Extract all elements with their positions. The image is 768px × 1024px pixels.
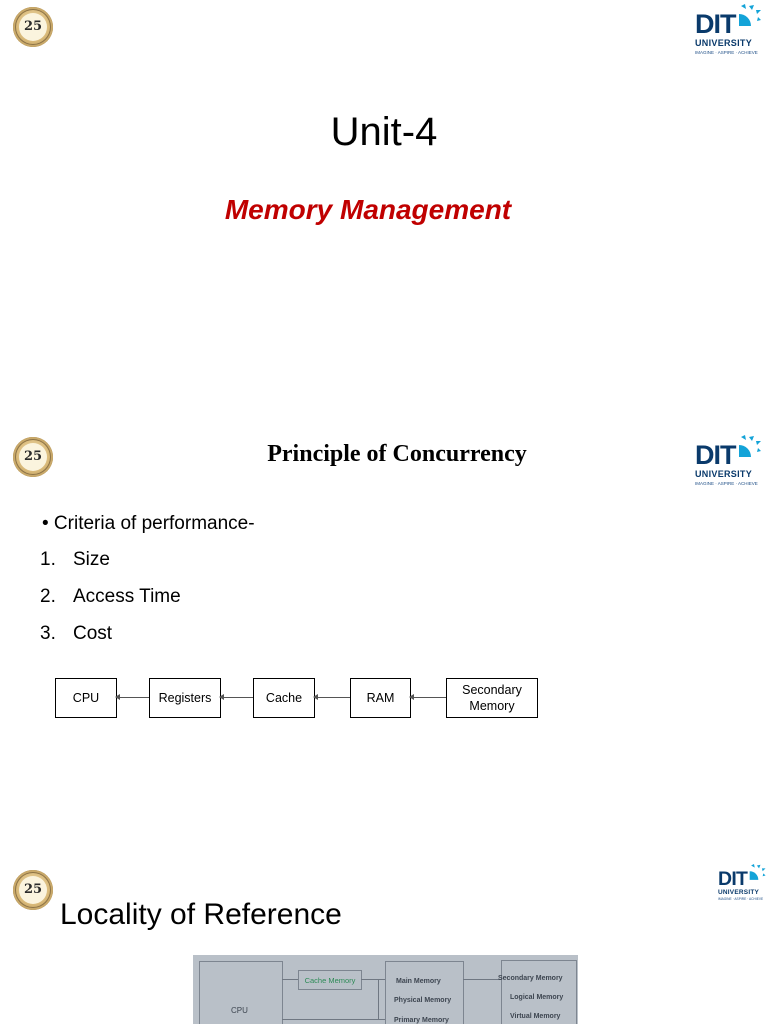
- slide-principle-of-concurrency: [0, 425, 768, 855]
- secondary-memory-box: Secondary Memory: [446, 678, 538, 718]
- photo-cpu-box: CPU: [199, 961, 283, 1024]
- 25-years-badge-icon: [13, 870, 53, 910]
- slide-subtitle: Memory Management: [224, 194, 512, 225]
- list-item: 2. Access Time: [40, 586, 181, 607]
- logo-tagline: IMAGINE · ASPIRE · ACHIEVE: [695, 481, 758, 486]
- list-item: 1. Size: [40, 549, 110, 570]
- photo-main-memory-box: Main Memory Physical Memory Primary Memory: [385, 961, 464, 1024]
- registers-box: Registers: [149, 678, 221, 718]
- arrow-to-cache: [314, 697, 350, 698]
- logo-university-text: UNIVERSITY: [695, 469, 753, 479]
- dit-university-logo: [695, 4, 767, 62]
- slide-title: Principle of Concurrency: [267, 441, 527, 467]
- slide-title: Unit-4: [330, 110, 438, 154]
- criteria-list: [40, 549, 181, 660]
- logo-dit-text: DIT: [695, 440, 736, 470]
- logo-university-text: UNIVERSITY: [718, 888, 760, 896]
- logo-university-text: UNIVERSITY: [695, 38, 753, 48]
- logo-dit-text: DIT: [695, 9, 736, 39]
- slide-title: Locality of Reference: [60, 898, 342, 931]
- memory-hierarchy-photo: [193, 955, 578, 1024]
- criteria-bullet: • Criteria of performance-: [42, 513, 255, 534]
- gear-icon: [737, 4, 761, 28]
- cpu-box: CPU: [55, 678, 117, 718]
- slide-locality-of-reference: [0, 860, 768, 1024]
- arrow-to-registers: [220, 697, 253, 698]
- photo-secondary-memory-box: Secondary Memory Logical Memory Virtual Memory: [501, 960, 577, 1024]
- logo-tagline: IMAGINE · ASPIRE · ACHIEVE: [695, 50, 758, 55]
- slide-unit-4: [0, 0, 768, 420]
- badge-number: 25: [23, 449, 43, 464]
- logo-tagline: IMAGINE · ASPIRE · ACHIEVE: [718, 897, 764, 901]
- badge-number: 25: [23, 19, 43, 34]
- list-item: 3. Cost: [40, 623, 113, 644]
- ram-box: RAM: [350, 678, 411, 718]
- arrow-to-cpu: [116, 697, 149, 698]
- gear-icon: [748, 864, 765, 881]
- dit-university-logo: [718, 864, 768, 906]
- logo-dit-text: DIT: [718, 867, 748, 890]
- photo-cache-box: Cache Memory: [298, 970, 362, 990]
- arrow-to-ram: [410, 697, 446, 698]
- cache-box: Cache: [253, 678, 315, 718]
- 25-years-badge-icon: [13, 7, 53, 47]
- badge-number: 25: [23, 882, 43, 897]
